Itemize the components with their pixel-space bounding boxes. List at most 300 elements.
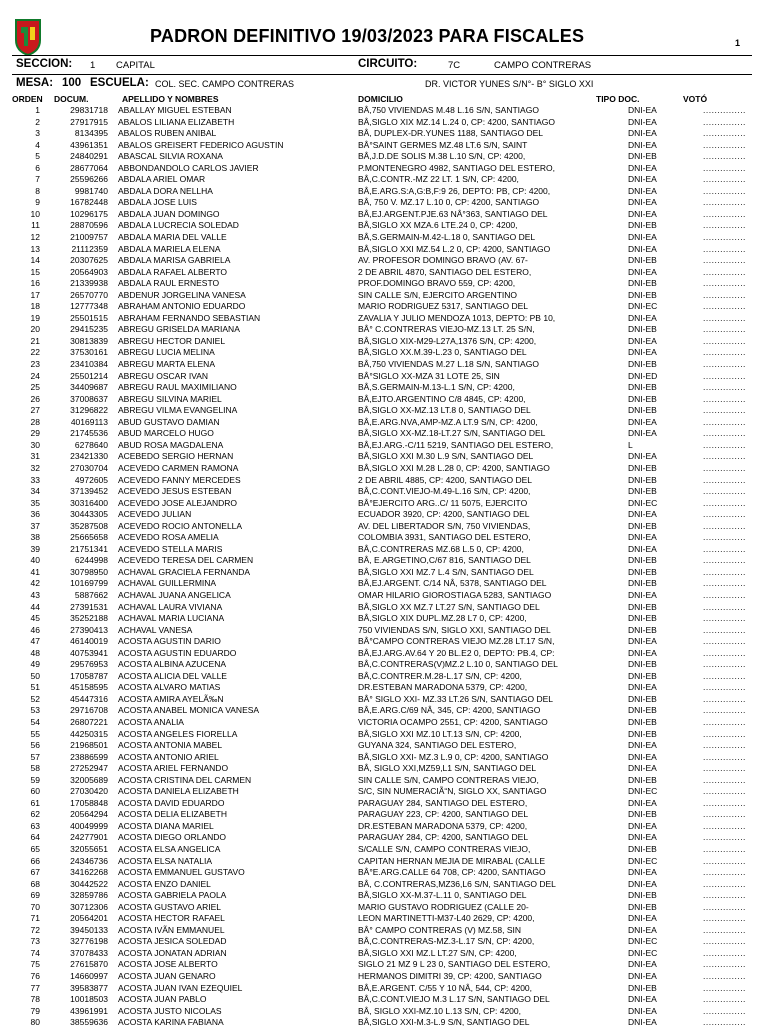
row-tipo-doc: DNI-EB	[628, 728, 657, 739]
row-nombre: ABREGU LUCIA MELINA	[118, 347, 215, 358]
row-orden: 49	[30, 659, 40, 670]
row-voto-blank: ...............	[703, 382, 746, 393]
row-orden: 47	[30, 636, 40, 647]
row-tipo-doc: DNI-EB	[628, 566, 657, 577]
table-row	[0, 578, 768, 590]
row-domicilio: BÂ, E.ARGETINO,C/67 816, SANTIAGO DEL	[358, 555, 531, 566]
row-nombre: ACOSTA ALICIA DEL VALLE	[118, 670, 227, 681]
row-voto-blank: ...............	[703, 116, 746, 127]
row-orden: 54	[30, 716, 40, 727]
row-orden: 70	[30, 901, 40, 912]
row-tipo-doc: DNI-EB	[628, 393, 657, 404]
row-domicilio: VICTORIA OCAMPO 2551, CP: 4200, SANTIAGO	[358, 716, 548, 727]
row-documento: 38559636	[70, 1017, 108, 1028]
row-documento: 45447316	[70, 693, 108, 704]
row-documento: 17058848	[70, 797, 108, 808]
row-voto-blank: ...............	[703, 682, 746, 693]
row-orden: 71	[30, 913, 40, 924]
row-tipo-doc: DNI-EB	[628, 890, 657, 901]
row-domicilio: BÂ,SIGLO XXI MZ.L LT.27 S/N, CP: 4200,	[358, 947, 517, 958]
row-documento: 24277901	[70, 832, 108, 843]
row-domicilio: BÂ,EJTO.ARGENTINO C/8 4845, CP: 4200,	[358, 393, 526, 404]
col-header-domicilio: DOMICILIO	[358, 94, 403, 104]
row-orden: 78	[30, 994, 40, 1005]
row-domicilio: 2 DE ABRIL 4885, CP: 4200, SANTIAGO DEL	[358, 474, 533, 485]
table-row	[0, 648, 768, 660]
row-nombre: ABDALA RAFAEL ALBERTO	[118, 266, 227, 277]
row-domicilio: AV. DEL LIBERTADOR S/N, 750 VIVIENDAS,	[358, 520, 531, 531]
row-orden: 6	[35, 162, 40, 173]
row-documento: 37008637	[70, 393, 108, 404]
row-domicilio: BÂ,EJ.ARGENT.PJE.63 NÂ°363, SANTIAGO DEL	[358, 208, 548, 219]
row-domicilio: BÂ,SIGLO XX-M.37-L.11 0, SANTIAGO DEL	[358, 890, 527, 901]
circuito-name: CAMPO CONTRERAS	[494, 60, 592, 71]
row-domicilio: BÂ,SIGLO XXI MZ.7 L.4 S/N, SANTIAGO DEL	[358, 566, 534, 577]
row-domicilio: BÂ,E.ARG.C/69 NÂ, 345, CP: 4200, SANTIAGO	[358, 705, 541, 716]
row-nombre: ACEVEDO FANNY MERCEDES	[118, 474, 241, 485]
row-documento: 40049999	[70, 820, 108, 831]
row-voto-blank: ...............	[703, 797, 746, 808]
row-orden: 20	[30, 324, 40, 335]
row-domicilio: BÂ,SIGLO XXI M.28 L.28 0, CP: 4200, SANTIAGO	[358, 462, 550, 473]
row-orden: 76	[30, 971, 40, 982]
row-nombre: ABREGU GRISELDA MARIANA	[118, 324, 240, 335]
row-voto-blank: ...............	[703, 301, 746, 312]
table-row	[0, 821, 768, 833]
row-tipo-doc: DNI-EB	[628, 405, 657, 416]
row-tipo-doc: DNI-EB	[628, 659, 657, 670]
row-nombre: ABALOS LILIANA ELIZABETH	[118, 116, 235, 127]
row-voto-blank: ...............	[703, 451, 746, 462]
row-documento: 21968501	[70, 740, 108, 751]
row-orden: 24	[30, 370, 40, 381]
row-domicilio: BÂ, SIGLO XXI-MZ.10 L.13 S/N, CP: 4200,	[358, 1005, 521, 1016]
row-documento: 32859786	[70, 890, 108, 901]
row-nombre: ACOSTA ALVARO MATIAS	[118, 682, 221, 693]
row-orden: 30	[30, 439, 40, 450]
table-row	[0, 602, 768, 614]
row-nombre: ACEVEDO JOSE ALEJANDRO	[118, 497, 238, 508]
row-orden: 48	[30, 647, 40, 658]
row-nombre: ABDALA JOSE LUIS	[118, 197, 197, 208]
row-documento: 29716708	[70, 705, 108, 716]
table-row	[0, 798, 768, 810]
row-nombre: ACOSTA AGUSTIN DARIO	[118, 636, 221, 647]
row-documento: 32055651	[70, 844, 108, 854]
table-row	[0, 555, 768, 567]
row-tipo-doc: DNI-EB	[628, 624, 657, 635]
row-voto-blank: ...............	[703, 128, 746, 139]
row-documento: 24346736	[70, 855, 108, 866]
row-domicilio: BÂ° CAMPO CONTRERAS (V) MZ.58, SIN	[358, 924, 522, 935]
table-row	[0, 994, 768, 1006]
row-tipo-doc: DNI-EA	[628, 636, 657, 647]
row-nombre: ABDALA RAUL ERNESTO	[118, 278, 220, 289]
row-nombre: ABDALA JUAN DOMINGO	[118, 208, 220, 219]
row-documento: 43961991	[70, 1005, 108, 1016]
row-tipo-doc: DNI-EB	[628, 809, 657, 820]
row-documento: 25665658	[70, 532, 108, 543]
table-row	[0, 301, 768, 313]
row-tipo-doc: DNI-EA	[628, 971, 657, 982]
col-header-docum: DOCUM.	[54, 94, 89, 104]
row-voto-blank: ...............	[703, 220, 746, 231]
row-domicilio: BÂ,C.CONTRER.M.28-L.17 S/N, CP: 4200,	[358, 670, 522, 681]
table-row	[0, 567, 768, 579]
row-tipo-doc: DNI-EA	[628, 451, 657, 462]
row-voto-blank: ...............	[703, 416, 746, 427]
row-voto-blank: ...............	[703, 359, 746, 370]
row-documento: 40169113	[70, 416, 108, 427]
row-domicilio: BÂ,SIGLO XXI- MZ.3 L.9 0, CP: 4200, SANTIAGO	[358, 751, 549, 762]
row-tipo-doc: DNI-EA	[628, 1005, 657, 1016]
row-documento: 29576953	[70, 659, 108, 670]
row-tipo-doc: DNI-EB	[628, 324, 657, 335]
table-row	[0, 832, 768, 844]
row-orden: 18	[30, 301, 40, 312]
row-voto-blank: ...............	[703, 809, 746, 820]
row-orden: 61	[30, 797, 40, 808]
row-documento: 27615870	[70, 959, 108, 970]
row-voto-blank: ...............	[703, 786, 746, 797]
row-orden: 29	[30, 428, 40, 439]
row-voto-blank: ...............	[703, 855, 746, 866]
row-documento: 21009757	[70, 232, 108, 243]
row-domicilio: S/C, SIN NUMERACIÃ“N, SIGLO XX, SANTIAGO	[358, 786, 547, 797]
table-row	[0, 509, 768, 521]
row-tipo-doc: DNI-EB	[628, 255, 657, 266]
row-documento: 29831718	[70, 105, 108, 115]
row-tipo-doc: DNI-EC	[628, 786, 658, 797]
table-row	[0, 925, 768, 937]
row-domicilio: BÂ,C.CONT.VIEJO-M.49-L.16 S/N, CP: 4200,	[358, 486, 531, 497]
row-nombre: ABDALA LUCRECIA SOLEDAD	[118, 220, 239, 231]
row-nombre: ACOSTA DAVID EDUARDO	[118, 797, 225, 808]
row-tipo-doc: DNI-EA	[628, 347, 657, 358]
row-tipo-doc: DNI-EB	[628, 462, 657, 473]
row-voto-blank: ...............	[703, 971, 746, 982]
table-row	[0, 590, 768, 602]
row-nombre: ACEVEDO TERESA DEL CARMEN	[118, 555, 254, 566]
row-orden: 55	[30, 728, 40, 739]
row-voto-blank: ...............	[703, 844, 746, 854]
row-voto-blank: ...............	[703, 716, 746, 727]
table-row	[0, 313, 768, 325]
row-nombre: ABALOS RUBEN ANIBAL	[118, 128, 217, 139]
row-tipo-doc: DNI-EA	[628, 682, 657, 693]
row-tipo-doc: DNI-EA	[628, 589, 657, 600]
row-tipo-doc: DNI-EB	[628, 474, 657, 485]
row-voto-blank: ...............	[703, 624, 746, 635]
table-row	[0, 163, 768, 175]
row-nombre: ACOSTA ANALIA	[118, 716, 184, 727]
row-voto-blank: ...............	[703, 232, 746, 243]
row-domicilio: BÂ,SIGLO XIX-M29-L27A,1376 S/N, CP: 4200,	[358, 335, 537, 346]
row-tipo-doc: DNI-EA	[628, 959, 657, 970]
row-orden: 22	[30, 347, 40, 358]
row-nombre: ABREGU RAUL MAXIMILIANO	[118, 382, 237, 393]
row-voto-blank: ...............	[703, 428, 746, 439]
row-orden: 56	[30, 740, 40, 751]
row-voto-blank: ...............	[703, 936, 746, 947]
table-row	[0, 913, 768, 925]
row-tipo-doc: DNI-EA	[628, 174, 657, 185]
row-domicilio: AV. PROFESOR DOMINGO BRAVO (AV. 67-	[358, 255, 528, 266]
row-tipo-doc: DNI-EA	[628, 105, 657, 115]
table-row	[0, 775, 768, 787]
row-documento: 23421330	[70, 451, 108, 462]
row-documento: 35252188	[70, 613, 108, 624]
row-voto-blank: ...............	[703, 335, 746, 346]
row-tipo-doc: DNI-EA	[628, 740, 657, 751]
table-row	[0, 359, 768, 371]
row-documento: 30712306	[70, 901, 108, 912]
row-documento: 30443305	[70, 509, 108, 520]
row-tipo-doc: DNI-EA	[628, 312, 657, 323]
row-orden: 79	[30, 1005, 40, 1016]
table-row	[0, 174, 768, 186]
row-documento: 20564903	[70, 266, 108, 277]
row-documento: 21339938	[70, 278, 108, 289]
table-row	[0, 948, 768, 960]
row-domicilio: ECUADOR 3920, CP: 4200, SANTIAGO DEL	[358, 509, 530, 520]
row-tipo-doc: DNI-EB	[628, 486, 657, 497]
row-tipo-doc: DNI-EB	[628, 693, 657, 704]
table-row	[0, 705, 768, 717]
row-orden: 69	[30, 890, 40, 901]
row-orden: 28	[30, 416, 40, 427]
circuito-code: 7C	[448, 60, 461, 71]
row-nombre: ACOSTA ELSA ANGELICA	[118, 844, 221, 854]
row-documento: 27252947	[70, 763, 108, 774]
table-row	[0, 867, 768, 879]
row-nombre: ACOSTA JONATAN ADRIAN	[118, 947, 227, 958]
row-orden: 21	[30, 335, 40, 346]
table-row	[0, 405, 768, 417]
row-tipo-doc: DNI-EB	[628, 601, 657, 612]
row-orden: 35	[30, 497, 40, 508]
row-domicilio: OMAR HILARIO GIOROSTIAGA 5283, SANTIAGO	[358, 589, 552, 600]
table-row	[0, 717, 768, 729]
row-orden: 15	[30, 266, 40, 277]
row-tipo-doc: DNI-EA	[628, 509, 657, 520]
row-voto-blank: ...............	[703, 763, 746, 774]
escuela-address: DR. VICTOR YUNES S/N°- B° SIGLO XXI	[425, 79, 594, 89]
row-documento: 10018503	[70, 994, 108, 1005]
row-tipo-doc: DNI-EB	[628, 520, 657, 531]
row-tipo-doc: DNI-EA	[628, 162, 657, 173]
row-tipo-doc: DNI-EB	[628, 982, 657, 993]
row-orden: 59	[30, 774, 40, 785]
table-row	[0, 278, 768, 290]
row-nombre: ACEVEDO CARMEN RAMONA	[118, 462, 239, 473]
row-tipo-doc: DNI-EC	[628, 947, 658, 958]
row-voto-blank: ...............	[703, 705, 746, 716]
row-orden: 63	[30, 820, 40, 831]
table-row	[0, 636, 768, 648]
row-domicilio: BÂ,SIGLO XX.M.39-L.23 0, SANTIAGO DEL	[358, 347, 527, 358]
row-voto-blank: ...............	[703, 208, 746, 219]
table-row	[0, 763, 768, 775]
row-documento: 23410384	[70, 359, 108, 370]
row-voto-blank: ...............	[703, 289, 746, 300]
row-tipo-doc: DNI-EB	[628, 716, 657, 727]
row-documento: 30316400	[70, 497, 108, 508]
row-nombre: ACOSTA GUSTAVO ARIEL	[118, 901, 221, 912]
row-documento: 6278640	[74, 439, 108, 450]
row-domicilio: BÂ°SIGLO XX-MZA 31 LOTE 25, SIN	[358, 370, 500, 381]
row-orden: 36	[30, 509, 40, 520]
col-header-nombre: APELLIDO Y NOMBRES	[122, 94, 219, 104]
table-row	[0, 336, 768, 348]
row-documento: 20307625	[70, 255, 108, 266]
row-documento: 27390413	[70, 624, 108, 635]
row-nombre: ACEVEDO JESUS ESTEBAN	[118, 486, 232, 497]
row-nombre: ACOSTA ANGELES FIORELLA	[118, 728, 238, 739]
row-voto-blank: ...............	[703, 832, 746, 843]
row-orden: 44	[30, 601, 40, 612]
row-domicilio: BÂ,EJ.ARG.-C/11 5219, SANTIAGO DEL ESTERO,	[358, 439, 554, 450]
row-documento: 26570770	[70, 289, 108, 300]
row-orden: 53	[30, 705, 40, 716]
row-voto-blank: ...............	[703, 555, 746, 566]
row-nombre: ACOSTA ANTONIO ARIEL	[118, 751, 219, 762]
row-nombre: ACOSTA CRISTINA DEL CARMEN	[118, 774, 252, 785]
row-documento: 44250315	[70, 728, 108, 739]
col-header-orden: ORDEN	[12, 94, 43, 104]
row-tipo-doc: DNI-EA	[628, 543, 657, 554]
row-documento: 21112359	[71, 243, 108, 254]
row-nombre: ABDALA MARIA DEL VALLE	[118, 232, 227, 243]
row-domicilio: BÂ° C.CONTRERAS VIEJO-MZ.13 LT. 25 S/N,	[358, 324, 535, 335]
row-tipo-doc: DNI-EA	[628, 208, 657, 219]
row-orden: 77	[30, 982, 40, 993]
row-tipo-doc: DNI-EA	[628, 116, 657, 127]
row-domicilio: BÂ,C.CONTRERAS MZ.68 L.5 0, CP: 4200,	[358, 543, 524, 554]
table-row	[0, 890, 768, 902]
row-documento: 28870596	[70, 220, 108, 231]
row-nombre: ABREGU MARTA ELENA	[118, 359, 215, 370]
table-row	[0, 1017, 768, 1029]
row-tipo-doc: DNI-EC	[628, 855, 658, 866]
row-orden: 7	[35, 174, 40, 185]
row-nombre: ACOSTA ENZO DANIEL	[118, 878, 211, 889]
table-row	[0, 382, 768, 394]
row-documento: 9981740	[74, 185, 108, 196]
row-orden: 8	[35, 185, 40, 196]
row-orden: 50	[30, 670, 40, 681]
row-orden: 57	[30, 751, 40, 762]
row-domicilio: SIN CALLE S/N, EJERCITO ARGENTINO	[358, 289, 518, 300]
row-voto-blank: ...............	[703, 162, 746, 173]
row-tipo-doc: DNI-EA	[628, 832, 657, 843]
row-orden: 62	[30, 809, 40, 820]
row-nombre: ACHAVAL LAURA VIVIANA	[118, 601, 223, 612]
row-domicilio: BÂ,SIGLO XIX DUPL.MZ.28 L7 0, CP: 4200,	[358, 613, 527, 624]
table-row	[0, 140, 768, 152]
row-tipo-doc: DNI-EB	[628, 220, 657, 231]
row-documento: 37078433	[70, 947, 108, 958]
row-orden: 1	[35, 105, 40, 115]
row-tipo-doc: DNI-EB	[628, 359, 657, 370]
row-domicilio: LEON MARTINETTI-M37-L40 2629, CP: 4200,	[358, 913, 535, 924]
row-voto-blank: ...............	[703, 751, 746, 762]
row-documento: 10296175	[70, 208, 108, 219]
row-documento: 16782448	[70, 197, 108, 208]
row-voto-blank: ...............	[703, 151, 746, 162]
row-orden: 4	[35, 139, 40, 150]
row-domicilio: BÂ,SIGLO XXI MZ.10 LT.13 S/N, CP: 4200,	[358, 728, 522, 739]
row-documento: 27030704	[70, 462, 108, 473]
row-documento: 5887662	[74, 589, 108, 600]
row-voto-blank: ...............	[703, 578, 746, 589]
row-tipo-doc: DNI-EA	[628, 532, 657, 543]
row-voto-blank: ...............	[703, 913, 746, 924]
row-tipo-doc: DNI-EB	[628, 382, 657, 393]
row-voto-blank: ...............	[703, 266, 746, 277]
row-voto-blank: ...............	[703, 728, 746, 739]
row-nombre: ACOSTA JESICA SOLEDAD	[118, 936, 227, 947]
row-domicilio: BÂ,C.CONTR.-MZ 22 LT. 1 S/N, CP: 4200,	[358, 174, 519, 185]
row-nombre: ABREGU VILMA EVANGELINA	[118, 405, 238, 416]
row-voto-blank: ...............	[703, 613, 746, 624]
table-row	[0, 694, 768, 706]
row-tipo-doc: DNI-EA	[628, 416, 657, 427]
row-orden: 27	[30, 405, 40, 416]
row-nombre: ACHAVAL VANESA	[118, 624, 193, 635]
row-orden: 64	[30, 832, 40, 843]
row-nombre: ACOSTA JUAN GENARO	[118, 971, 216, 982]
row-voto-blank: ...............	[703, 947, 746, 958]
table-row	[0, 186, 768, 198]
col-header-tipo: TIPO DOC.	[596, 94, 640, 104]
row-nombre: ACOSTA ALBINA AZUCENA	[118, 659, 227, 670]
row-orden: 2	[35, 116, 40, 127]
row-domicilio: BÂ,SIGLO XX MZ.7 LT.27 S/N, SANTIAGO DEL	[358, 601, 540, 612]
row-nombre: ABALLAY MIGUEL ESTEBAN	[118, 105, 232, 115]
row-domicilio: BÂ,C.CONT.VIEJO M.3 L.17 S/N, SANTIAGO DEL	[358, 994, 550, 1005]
row-tipo-doc: DNI-EA	[628, 994, 657, 1005]
row-voto-blank: ...............	[703, 636, 746, 647]
row-orden: 37	[30, 520, 40, 531]
row-nombre: ACOSTA KARINA FABIANA	[118, 1017, 224, 1028]
row-tipo-doc: DNI-EA	[628, 913, 657, 924]
row-documento: 21745536	[70, 428, 108, 439]
row-domicilio: P.MONTENEGRO 4982, SANTIAGO DEL ESTERO,	[358, 162, 555, 173]
row-domicilio: BÂ°EJERCITO ARG..C/ 11 5075, EJERCITO	[358, 497, 528, 508]
row-orden: 40	[30, 555, 40, 566]
row-documento: 29415235	[70, 324, 108, 335]
table-row	[0, 971, 768, 983]
row-nombre: ACHAVAL GRACIELA FERNANDA	[118, 566, 251, 577]
table-row	[0, 521, 768, 533]
table-row	[0, 902, 768, 914]
row-domicilio: BÂ,SIGLO XXI M.30 L.9 S/N, SANTIAGO DEL	[358, 451, 534, 462]
row-documento: 40753941	[70, 647, 108, 658]
table-row	[0, 856, 768, 868]
table-row	[0, 532, 768, 544]
row-domicilio: BÂ,J.D.DE SOLIS M.38 L.10 S/N, CP: 4200,	[358, 151, 526, 162]
table-row	[0, 959, 768, 971]
row-tipo-doc: DNI-EA	[628, 1017, 657, 1028]
row-domicilio: BÂ,SIGLO XX-MZ.18-LT.27 S/N, SANTIAGO DEL	[358, 428, 546, 439]
row-domicilio: PARAGUAY 284, CP: 4200, SANTIAGO DEL	[358, 832, 529, 843]
table-row	[0, 729, 768, 741]
table-row	[0, 544, 768, 556]
row-domicilio: DR.ESTEBAN MARADONA 5379, CP: 4200,	[358, 682, 528, 693]
row-nombre: ACOSTA AMIRA AYELÃ‰N	[118, 693, 224, 704]
row-orden: 26	[30, 393, 40, 404]
